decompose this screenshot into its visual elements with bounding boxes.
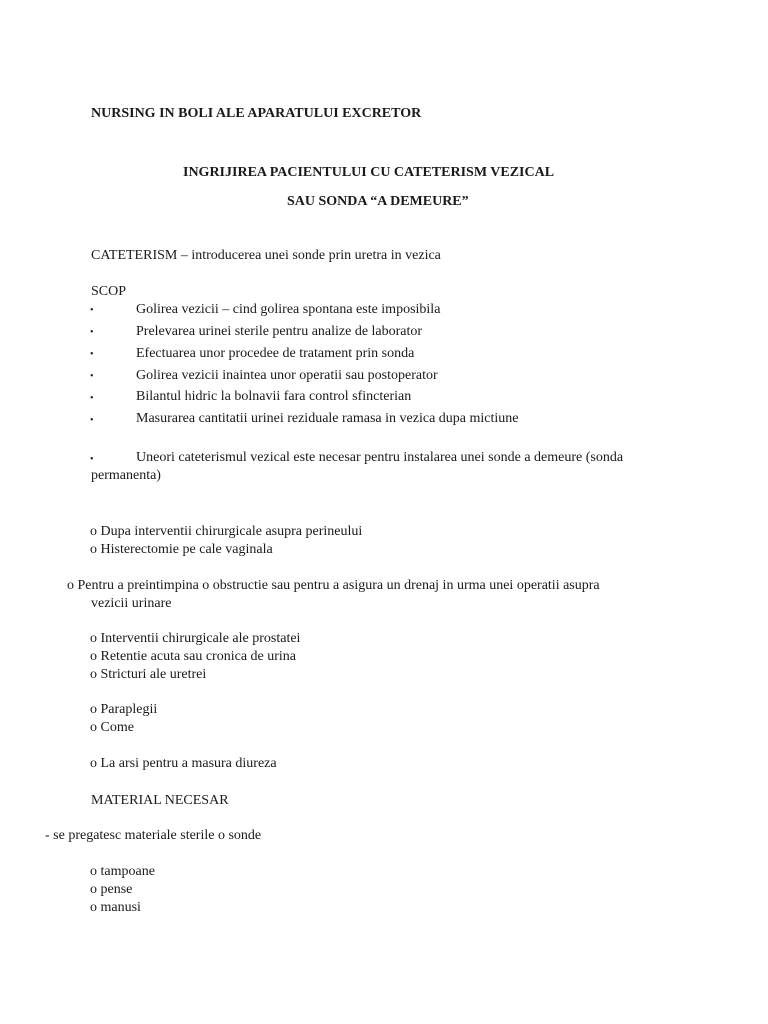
bullet-icon: • — [90, 454, 94, 465]
section-title-line1: INGRIJIREA PACIENTULUI CU CATETERISM VEZICAL — [183, 165, 555, 180]
list-item: o Histerectomie pe cale vaginala — [90, 542, 273, 557]
list-item: Prelevarea urinei sterile pentru analize de laborator — [136, 324, 423, 339]
scop-heading: SCOP — [91, 284, 127, 299]
list-item: Efectuarea unor procedee de tratament prin sonda — [136, 346, 415, 361]
list-item: o Dupa interventii chirurgicale asupra perineului — [90, 524, 363, 539]
list-item: o pense — [90, 882, 133, 897]
list-item: Bilantul hidric la bolnavii fara control sfincterian — [136, 389, 412, 404]
bullet-icon: • — [90, 349, 94, 360]
demeure-text-line1: Uneori cateterismul vezical este necesar pentru instalarea unei sonde a demeure (sonda — [136, 450, 624, 465]
obstruction-text-line1: o Pentru a preintimpina o obstructie sau pentru a asigura un drenaj in urma unei operatii asupra — [67, 578, 600, 593]
list-item: o Interventii chirurgicale ale prostatei — [90, 631, 301, 646]
list-item: o Come — [90, 720, 134, 735]
list-item: o tampoane — [90, 864, 155, 879]
section-title-line2: SAU SONDA “A DEMEURE” — [287, 194, 469, 209]
list-item: o Stricturi ale uretrei — [90, 667, 207, 682]
list-item: o Paraplegii — [90, 702, 158, 717]
bullet-icon: • — [90, 327, 94, 338]
list-item: o manusi — [90, 900, 141, 915]
material-intro: - se pregatesc materiale sterile o sonde — [45, 828, 262, 843]
definition-text: CATETERISM – introducerea unei sonde prin uretra in vezica — [91, 248, 441, 263]
document-title: NURSING IN BOLI ALE APARATULUI EXCRETOR — [91, 106, 422, 121]
list-item: o Retentie acuta sau cronica de urina — [90, 649, 297, 664]
list-item: o La arsi pentru a masura diureza — [90, 756, 277, 771]
list-item: Golirea vezicii inaintea unor operatii sau postoperator — [136, 368, 438, 383]
list-item: Golirea vezicii – cind golirea spontana este imposibila — [136, 302, 441, 317]
bullet-icon: • — [90, 305, 94, 316]
list-item: Masurarea cantitatii urinei reziduale ramasa in vezica dupa mictiune — [136, 411, 519, 426]
bullet-icon: • — [90, 393, 94, 404]
obstruction-text-line2: vezicii urinare — [91, 596, 172, 611]
bullet-icon: • — [90, 415, 94, 426]
bullet-icon: • — [90, 371, 94, 382]
material-heading: MATERIAL NECESAR — [91, 793, 229, 808]
demeure-text-line2: permanenta) — [91, 468, 161, 483]
